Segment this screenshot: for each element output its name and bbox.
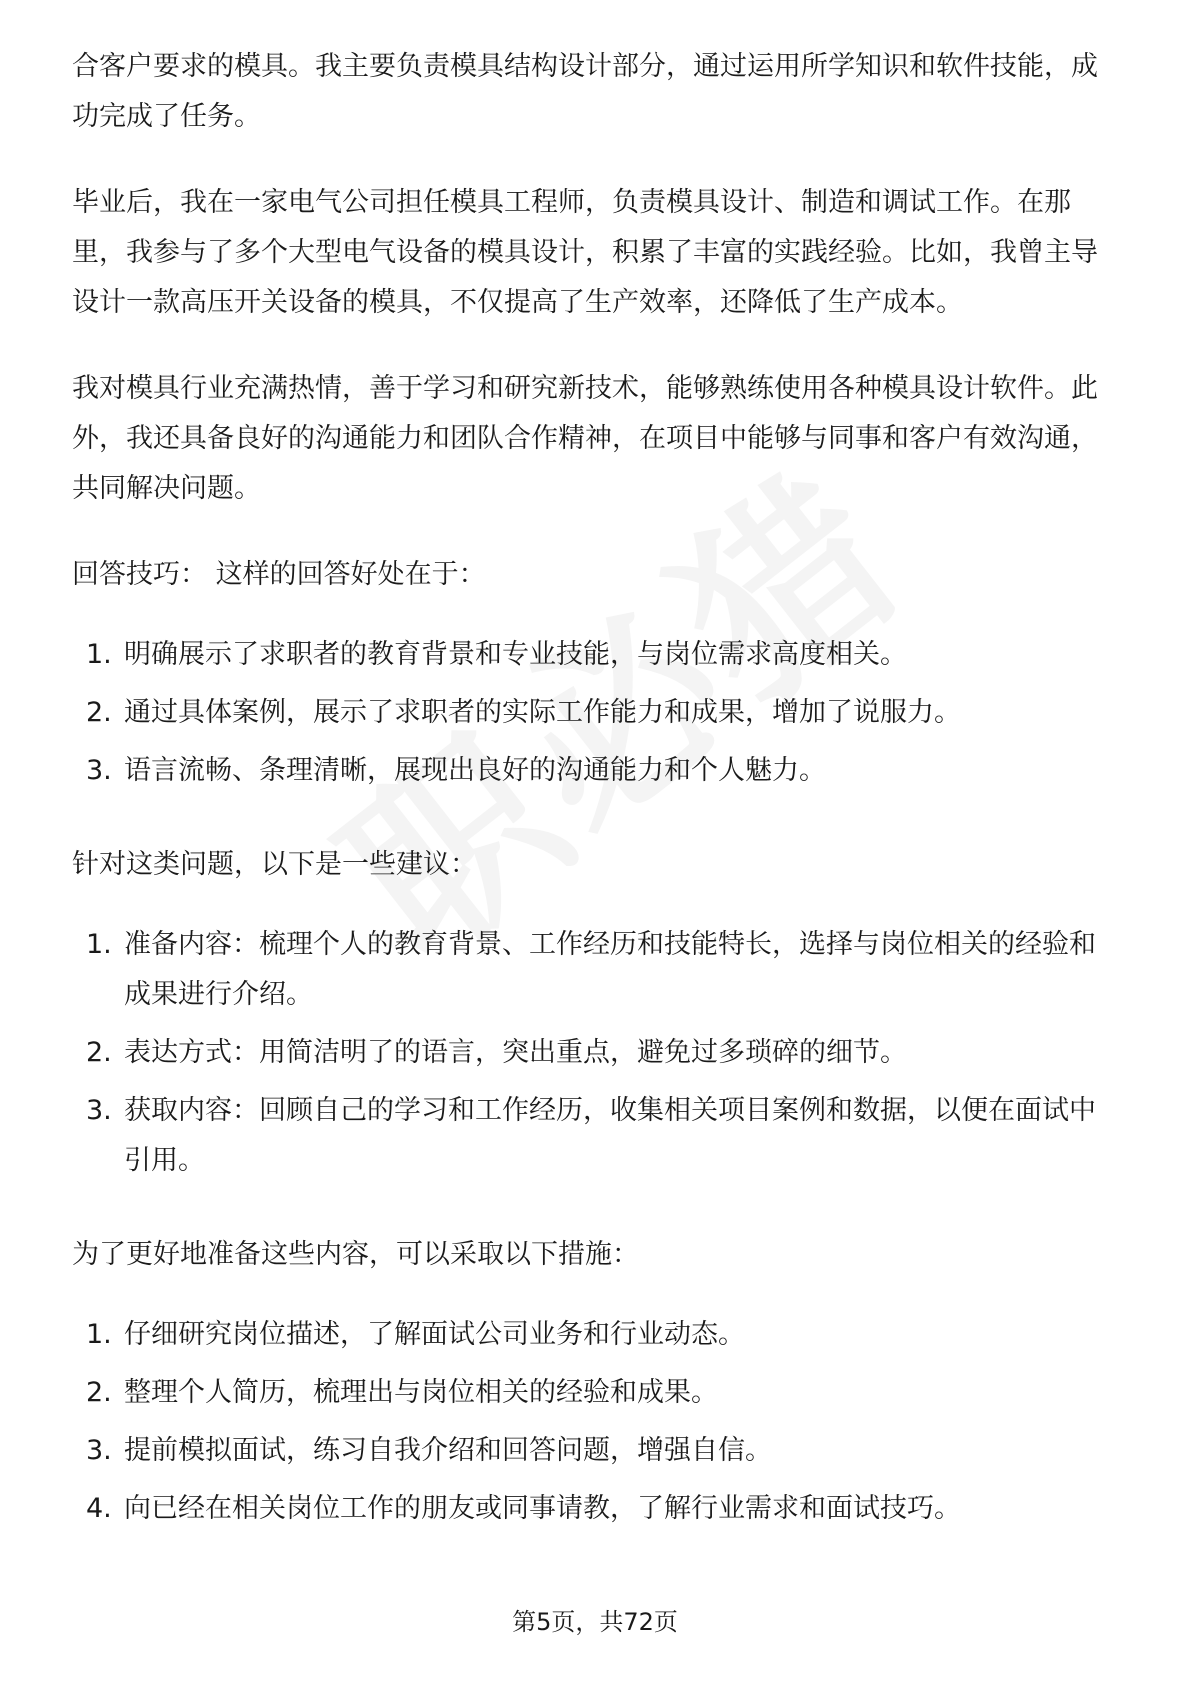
measures-heading: 为了更好地准备这些内容，可以采取以下措施：: [72, 1239, 639, 1270]
list-item: 3. 获取内容：回顾自己的学习和工作经历，收集相关项目案例和数据，以便在面试中引用。: [86, 1095, 1096, 1176]
list-item: 1. 准备内容：梳理个人的教育背景、工作经历和技能特长，选择与岗位相关的经验和成果进行介绍。: [86, 929, 1096, 1010]
list-item: 2. 通过具体案例，展示了求职者的实际工作能力和成果，增加了说服力。: [86, 697, 961, 728]
list-item: 2. 整理个人简历，梳理出与岗位相关的经验和成果。: [86, 1377, 718, 1408]
advice-list: [72, 920, 1122, 1186]
measures-list: [72, 1310, 1122, 1534]
list-item: 3. 语言流畅、条理清晰，展现出良好的沟通能力和个人魅力。: [86, 755, 826, 786]
list-item: 1. 仔细研究岗位描述，了解面试公司业务和行业动态。: [86, 1319, 745, 1350]
list-item: 4. 向已经在相关岗位工作的朋友或同事请教，了解行业需求和面试技巧。: [86, 1493, 961, 1524]
list-item: 2. 表达方式：用简洁明了的语言，突出重点，避免过多琐碎的细节。: [86, 1037, 907, 1068]
list-item: 1. 明确展示了求职者的教育背景和专业技能，与岗位需求高度相关。: [86, 639, 907, 670]
paragraph-personal-qualities: 我对模具行业充满热情，善于学习和研究新技术，能够熟练使用各种模具设计软件。此外，我还具备良好的沟通能力和团队合作精神，在项目中能够与同事和客户有效沟通，共同解决问题。: [72, 373, 1098, 504]
page-content: [72, 42, 1122, 1542]
paragraph-work-experience: 毕业后，我在一家电气公司担任模具工程师，负责模具设计、制造和调试工作。在那里，我参与了多个大型电气设备的模具设计，积累了丰富的实践经验。比如，我曾主导设计一款高压开关设备的模具，不仅提高了生产效率，还降低了生产成本。: [72, 187, 1098, 318]
paragraph-intro-continued: 合客户要求的模具。我主要负责模具结构设计部分，通过运用所学知识和软件技能，成功完成了任务。: [72, 51, 1098, 132]
tips-heading: 回答技巧： 这样的回答好处在于：: [72, 559, 486, 590]
list-item: 3. 提前模拟面试，练习自我介绍和回答问题，增强自信。: [86, 1435, 772, 1466]
advice-heading: 针对这类问题，以下是一些建议：: [72, 849, 477, 880]
page-number-footer: 第5页，共72页: [512, 1608, 678, 1636]
tips-list: [72, 630, 1122, 796]
